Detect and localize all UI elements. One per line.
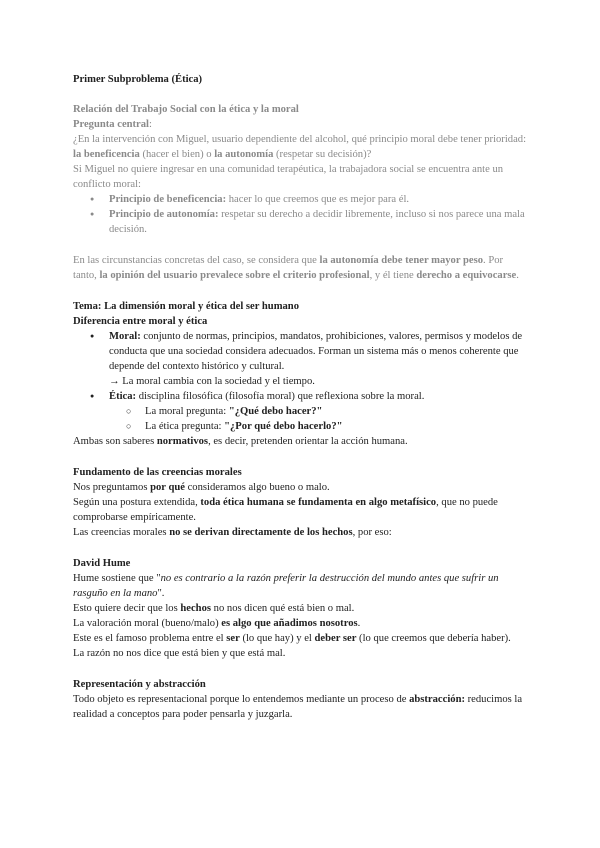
representacion-heading: Representación y abstracción [73,679,206,690]
text-run: hacer lo que creemos que es mejor para él. [226,194,410,205]
tema-heading: Tema: La dimensión moral y ética del ser humano [73,301,300,312]
text-run: . [357,618,361,629]
arrow-note: → La moral cambia con la sociedad y el tiempo. [109,376,315,387]
text-run: Según una postura extendida, [73,497,201,508]
bold-run: normativos [156,436,209,447]
sub-list-item [73,404,528,419]
text-run: Todo objeto es representacional porque lo entendemos mediante un proceso de [73,694,410,705]
bold-run: abstracción: [409,694,465,705]
hume-heading: David Hume [73,558,131,569]
fundamento-line [73,480,528,495]
bold-run: Principio de beneficencia: [109,194,227,205]
text-run: conjunto de normas, principios, mandatos, prohibiciones, valores, permisos y modelos de conducta que una sociedad considera adecuados. Forman un sistema más o menos coherente que depende del contexto histórico y cultural. [109,331,523,372]
sub-list-item [73,419,528,434]
paragraph-miguel: Si Miguel no quiere ingresar en una comunidad terapéutica, la trabajadora social se encuentra ante un conflicto moral: [73,164,504,190]
text-run: ". [157,588,165,599]
text-run: La ética pregunta: [145,421,225,432]
bold-run: la opinión del usuario prevalece sobre el criterio profesional [99,270,370,281]
text-run: En las circunstancias concretas del caso, se considera que [73,255,320,266]
text-run: no nos dicen qué está bien o mal. [211,603,355,614]
subheading-relacion: Relación del Trabajo Social con la ética y la moral [73,104,299,115]
diferencia-heading: Diferencia entre moral y ética [73,316,208,327]
hume-line [73,601,528,616]
italic-run: no es contrario a la razón preferir la destrucción del mundo antes que sufrir un rasguño en la mano [73,573,499,599]
hume-line [73,631,528,646]
text-run: Nos preguntamos [73,482,151,493]
text-run: La valoración moral (bueno/malo) [73,618,222,629]
text-run: , por eso: [352,527,392,538]
text-run: Esto quiere decir que los [73,603,181,614]
list-item [73,207,528,237]
text-run: (lo que creemos que debería haber). [356,633,511,644]
faded-section [73,102,528,283]
text-run: Las creencias morales [73,527,170,538]
document-body [73,72,528,722]
list-item [73,329,528,374]
bold-run: no se derivan directamente de los hechos [169,527,353,538]
list-item [73,192,528,207]
text-run: La moral pregunta: [145,406,229,417]
text-run: . [516,270,519,281]
bold-run: deber ser [314,633,357,644]
hume-line [73,571,528,601]
pregunta-label: Pregunta central [73,119,150,130]
text-run: , es decir, pretenden orientar la acción humana. [208,436,408,447]
bold-run: toda ética humana se fundamenta en algo metafísico [200,497,437,508]
section-heading-primer-subproblema: Primer Subproblema (Ética) [73,74,203,85]
ambas-paragraph [73,434,528,449]
text-run: ¿En la intervención con Miguel, usuario dependiente del alcohol, qué principio moral debe tener prioridad: [73,134,527,145]
text-run: consideramos algo bueno o malo. [184,482,330,493]
bold-run: por qué [150,482,185,493]
text-run: reducimos la realidad a conceptos para poder pensarla y juzgarla. [73,694,523,720]
text-run: respetar su derecho a decidir libremente, incluso si nos parece una mala decisión. [109,209,525,235]
moral-etica-list [73,329,528,374]
bold-run: hechos [180,603,211,614]
text-run: (hacer el bien) o [139,149,215,160]
text-run: . Por tanto, [73,255,504,281]
text-run: Este es el famoso problema entre el [73,633,227,644]
text-run: (respetar su decisión)? [273,149,372,160]
bold-run: derecho a equivocarse [416,270,517,281]
text-run: disciplina filosófica (filosofía moral) que reflexiona sobre la moral. [136,391,425,402]
pregunta-central-label [73,117,528,132]
bold-run: "¿Qué debo hacer?" [228,406,323,417]
paragraph-conclusion [73,253,528,283]
bold-run: Moral: [109,331,141,342]
colon: : [149,119,152,130]
text-run: Hume sostiene que " [73,573,161,584]
representacion-line [73,692,528,722]
text-run: , y él tiene [369,270,417,281]
bold-run: ser [226,633,240,644]
list-item [73,389,528,404]
bold-run: Principio de autonomía: [109,209,219,220]
text-run: Ambas son saberes [73,436,157,447]
hume-line: La razón no nos dice que está bien y que está mal. [73,648,286,659]
text-run: (lo que hay) y el [239,633,315,644]
bold-run: Ética: [109,391,137,402]
bold-run: la autonomía debe tener mayor peso [319,255,484,266]
fundamento-line [73,495,528,525]
bold-run: la autonomía [214,149,274,160]
fundamento-heading: Fundamento de las creencias morales [73,467,242,478]
bold-run: la beneficencia [73,149,140,160]
fundamento-line [73,525,528,540]
etica-list [73,389,528,434]
bold-run: es algo que añadimos nosotros [221,618,358,629]
text-run: , que no puede comprobarse empíricamente. [73,497,498,523]
principles-list [73,192,528,237]
pregunta-text [73,132,528,162]
bold-run: "¿Por qué debo hacerlo?" [224,421,343,432]
hume-line [73,616,528,631]
